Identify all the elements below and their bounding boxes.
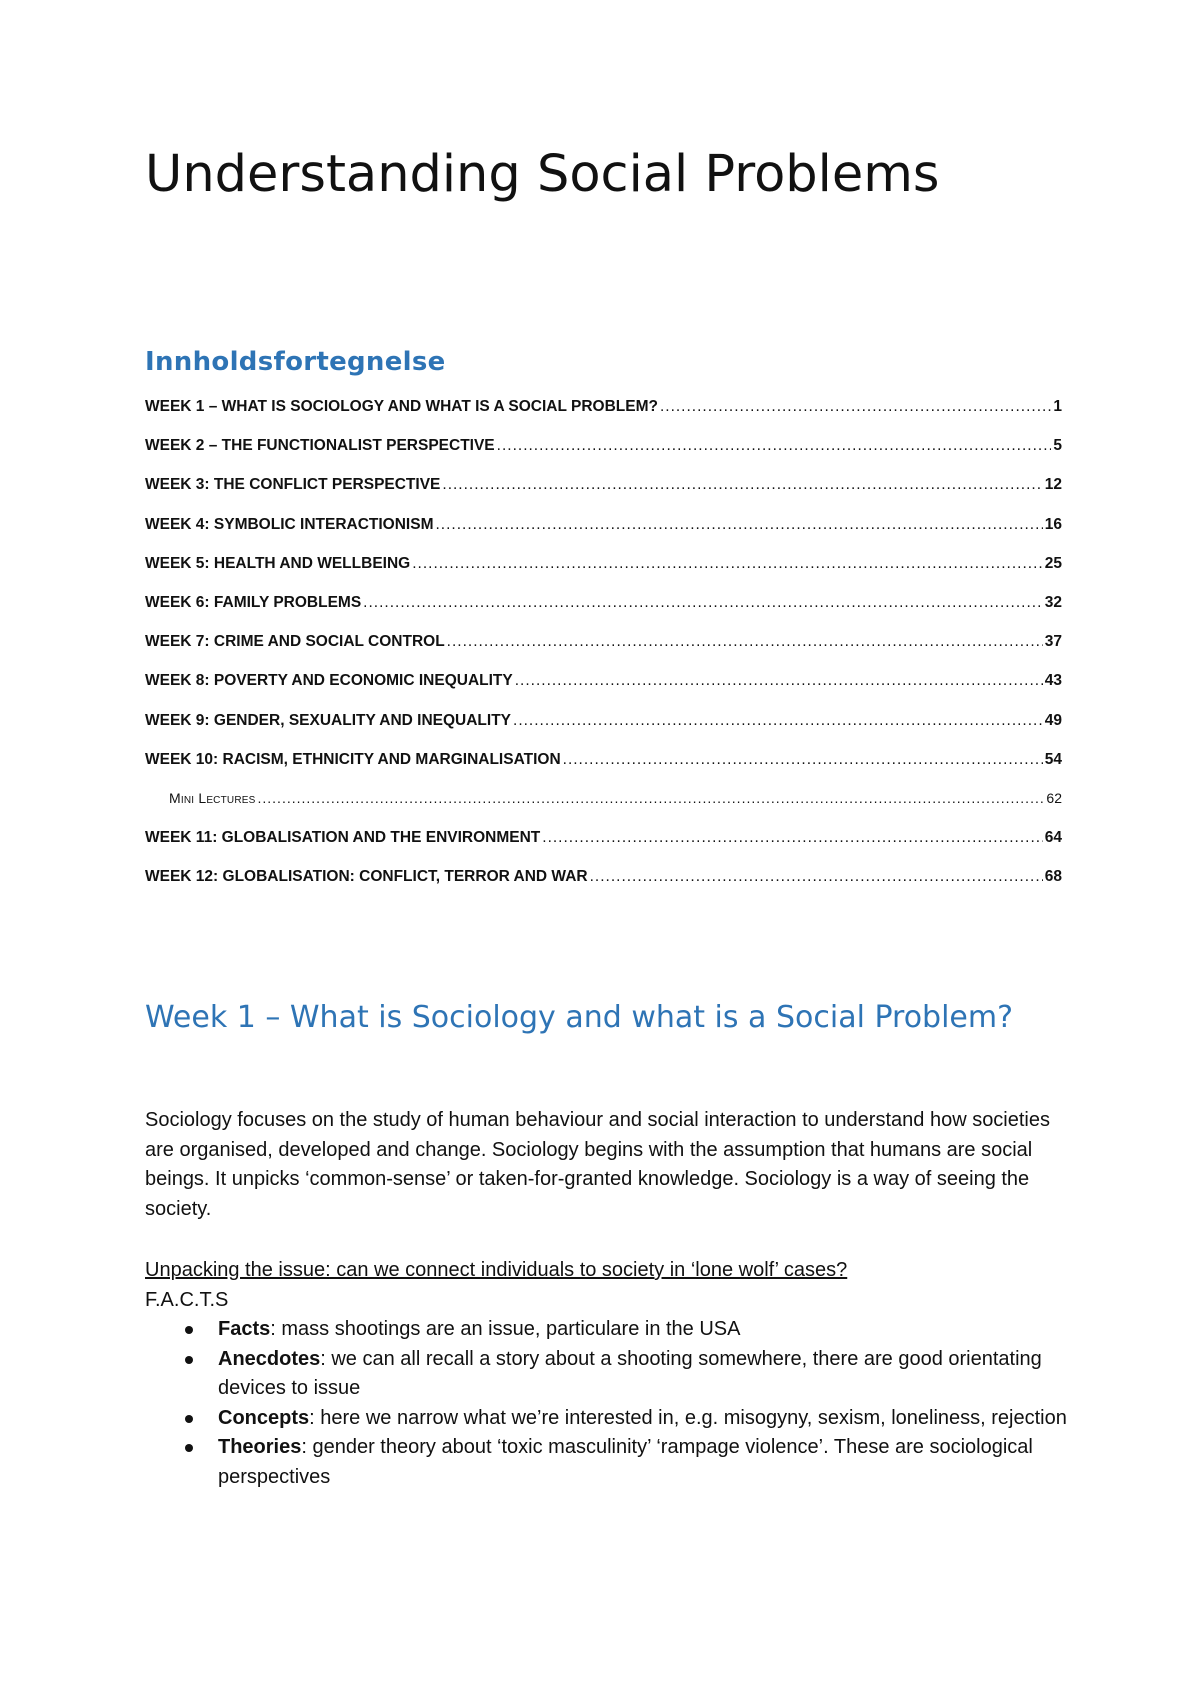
- bullet-term: Facts: [218, 1318, 271, 1340]
- toc-entry-week-8[interactable]: [145, 672, 1062, 711]
- toc-entry-page: 54: [1044, 750, 1062, 768]
- bullet-term: Concepts: [218, 1406, 310, 1429]
- toc-entry-label: WEEK 9: GENDER, SEXUALITY AND INEQUALITY: [145, 711, 512, 729]
- bullet-facts: [145, 1315, 1070, 1345]
- toc-entry-week-9[interactable]: [145, 712, 1062, 751]
- table-of-contents: [145, 398, 1062, 907]
- bullet-point-icon: [185, 1415, 193, 1423]
- toc-entry-label: WEEK 8: POVERTY AND ECONOMIC INEQUALITY: [145, 672, 513, 690]
- bullet-point-icon: [185, 1326, 193, 1334]
- toc-dot-leader: [542, 829, 1042, 847]
- toc-entry-mini-lectures[interactable]: [145, 790, 1062, 829]
- toc-dot-leader: [435, 516, 1042, 534]
- toc-entry-page: 64: [1044, 829, 1062, 847]
- toc-dot-leader: [412, 555, 1043, 573]
- toc-dot-leader: [513, 712, 1043, 730]
- document-title: Understanding Social Problems: [145, 145, 940, 204]
- toc-entry-week-7[interactable]: [145, 633, 1062, 672]
- toc-entry-week-3[interactable]: [145, 476, 1062, 515]
- facts-label: F.A.C.T.S: [145, 1289, 229, 1311]
- bullet-point-icon: [185, 1356, 193, 1364]
- bullet-term: Theories: [218, 1436, 302, 1458]
- toc-entry-week-5[interactable]: [145, 555, 1062, 594]
- toc-entry-label: WEEK 12: GLOBALISATION: CONFLICT, TERROR AND WAR: [145, 868, 588, 886]
- toc-dot-leader: [497, 437, 1052, 455]
- toc-entry-page: 68: [1044, 868, 1062, 886]
- toc-entry-week-2[interactable]: [145, 437, 1062, 476]
- bullet-text: : gender theory about ‘toxic masculinity’ ‘rampage violence’. These are sociological perspectives: [218, 1436, 1033, 1488]
- toc-entry-page: 37: [1044, 633, 1062, 651]
- bullet-concepts: [145, 1404, 1070, 1434]
- toc-entry-label: WEEK 5: HEALTH AND WELLBEING: [145, 554, 411, 572]
- toc-dot-leader: [258, 790, 1045, 806]
- toc-entry-page: 12: [1044, 476, 1062, 494]
- toc-dot-leader: [515, 672, 1043, 690]
- toc-dot-leader: [590, 868, 1043, 886]
- toc-entry-page: 62: [1046, 789, 1062, 806]
- toc-entry-label: WEEK 6: FAMILY PROBLEMS: [145, 593, 362, 611]
- toc-dot-leader: [442, 476, 1042, 494]
- toc-entry-week-4[interactable]: [145, 516, 1062, 555]
- bullet-term: Anecdotes: [218, 1347, 321, 1370]
- bullet-anecdotes: [145, 1345, 1070, 1404]
- toc-entry-label: WEEK 10: RACISM, ETHNICITY AND MARGINALISATION: [145, 750, 561, 768]
- bullet-theories: [145, 1433, 1070, 1492]
- toc-entry-label: WEEK 2 – THE FUNCTIONALIST PERSPECTIVE: [145, 437, 495, 455]
- toc-entry-page: 16: [1044, 515, 1062, 533]
- toc-entry-label: WEEK 3: THE CONFLICT PERSPECTIVE: [145, 476, 441, 494]
- facts-bullet-list: [145, 1315, 1070, 1492]
- bullet-point-icon: [185, 1444, 193, 1452]
- toc-dot-leader: [563, 751, 1043, 769]
- toc-entry-week-12[interactable]: [145, 868, 1062, 907]
- toc-dot-leader: [660, 398, 1051, 416]
- toc-entry-label: WEEK 11: GLOBALISATION AND THE ENVIRONMENT: [145, 829, 541, 847]
- toc-entry-page: 1: [1053, 398, 1062, 415]
- intro-paragraph: Sociology focuses on the study of human behaviour and social interaction to understand how societies are organised, developed and change. Sociology begins with the assumption that humans are social beings. It unpicks ‘common-sense’ or taken-for-granted knowledge. Sociology is a way of seeing the society.: [145, 1109, 1050, 1220]
- toc-heading: Innholdsfortegnelse: [145, 347, 446, 377]
- bullet-text: : mass shootings are an issue, particulare in the USA: [270, 1318, 741, 1340]
- toc-entry-page: 32: [1044, 593, 1062, 611]
- toc-entry-label: Mini Lectures: [169, 789, 256, 806]
- unpacking-subheading: Unpacking the issue: can we connect individuals to society in ‘lone wolf’ cases?: [145, 1259, 848, 1281]
- bullet-text: : here we narrow what we’re interested in, e.g. misogyny, sexism, loneliness, rejection: [309, 1406, 1067, 1429]
- section-heading-week-1: Week 1 – What is Sociology and what is a Social Problem?: [145, 1000, 1014, 1035]
- toc-entry-label: WEEK 4: SYMBOLIC INTERACTIONISM: [145, 515, 434, 533]
- toc-entry-label: WEEK 7: CRIME AND SOCIAL CONTROL: [145, 633, 445, 651]
- toc-dot-leader: [363, 594, 1043, 612]
- toc-entry-week-10[interactable]: [145, 751, 1062, 790]
- toc-entry-label: WEEK 1 – WHAT IS SOCIOLOGY AND WHAT IS A SOCIAL PROBLEM?: [145, 398, 658, 415]
- toc-entry-page: 43: [1044, 672, 1062, 690]
- toc-entry-week-6[interactable]: [145, 594, 1062, 633]
- toc-entry-page: 5: [1053, 437, 1062, 455]
- toc-entry-week-11[interactable]: [145, 829, 1062, 868]
- toc-entry-page: 25: [1044, 554, 1062, 572]
- bullet-text: : we can all recall a story about a shooting somewhere, there are good orientating devices to issue: [218, 1347, 1042, 1399]
- toc-entry-week-1[interactable]: [145, 398, 1062, 437]
- toc-entry-page: 49: [1044, 711, 1062, 729]
- toc-dot-leader: [447, 633, 1043, 651]
